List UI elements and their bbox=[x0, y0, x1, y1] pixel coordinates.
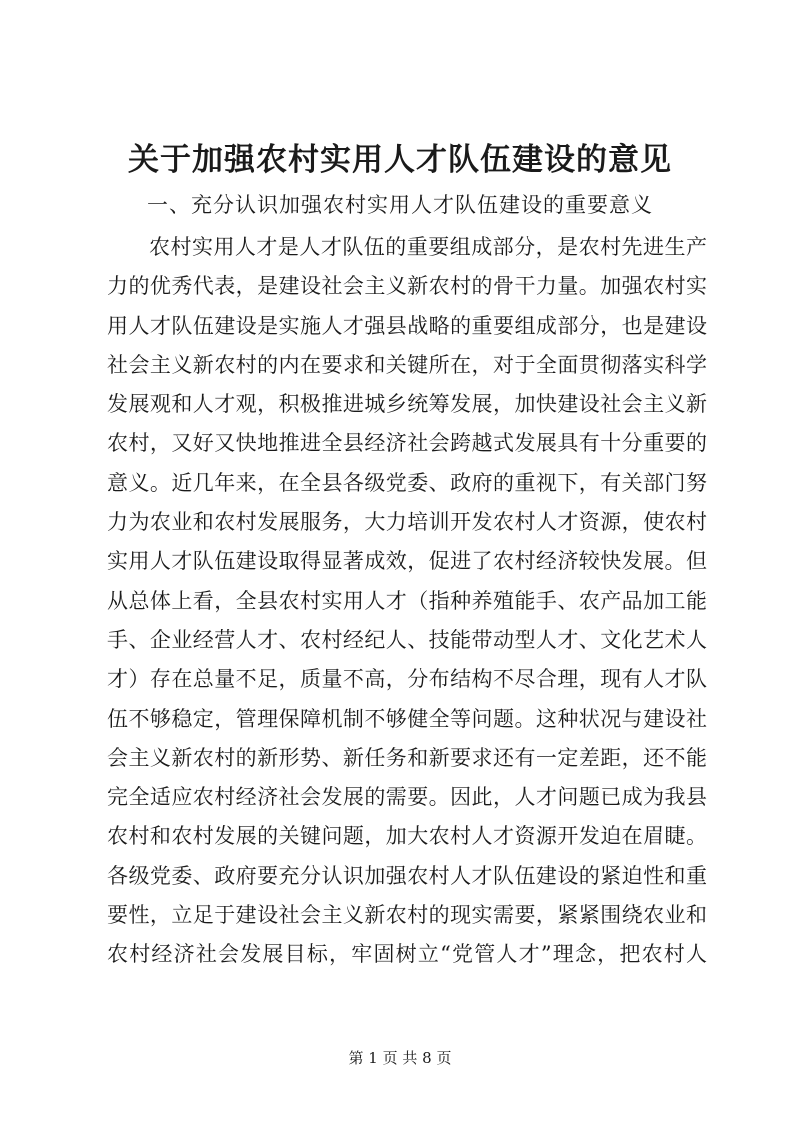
paragraph-line: 社会主义新农村的内在要求和关键所在，对于全面贯彻落实科学 bbox=[107, 352, 707, 377]
paragraph-line: 农村和农村发展的关键问题，加大农村人才资源开发迫在眉睫。 bbox=[107, 824, 707, 849]
paragraph-line: 力的优秀代表，是建设社会主义新农村的骨干力量。加强农村实 bbox=[107, 274, 707, 299]
body-paragraph bbox=[107, 228, 707, 975]
paragraph-line: 手、企业经营人才、农村经纪人、技能带动型人才、文化艺术人 bbox=[107, 627, 707, 652]
paragraph-line: 实用人才队伍建设取得显著成效，促进了农村经济较快发展。但 bbox=[107, 549, 707, 574]
paragraph-line: 农村经济社会发展目标，牢固树立“党管人才”理念，把农村人 bbox=[107, 942, 707, 967]
paragraph-line: 农村，又好又快地推进全县经济社会跨越式发展具有十分重要的 bbox=[107, 431, 707, 456]
paragraph-line: 农村实用人才是人才队伍的重要组成部分，是农村先进生产 bbox=[149, 235, 707, 259]
paragraph-line: 意义。近几年来，在全县各级党委、政府的重视下，有关部门努 bbox=[107, 470, 707, 495]
paragraph-line: 各级党委、政府要充分认识加强农村人才队伍建设的紧迫性和重 bbox=[107, 863, 707, 888]
section-heading: 一、充分认识加强农村实用人才队伍建设的重要意义 bbox=[147, 193, 653, 217]
paragraph-line: 要性，立足于建设社会主义新农村的现实需要，紧紧围绕农业和 bbox=[107, 903, 707, 928]
paragraph-line: 从总体上看，全县农村实用人才（指种养殖能手、农产品加工能 bbox=[107, 588, 707, 613]
document-title: 关于加强农村实用人才队伍建设的意见 bbox=[128, 142, 672, 178]
paragraph-line: 会主义新农村的新形势、新任务和新要求还有一定差距，还不能 bbox=[107, 745, 707, 770]
paragraph-line: 力为农业和农村发展服务，大力培训开发农村人才资源，使农村 bbox=[107, 510, 707, 535]
page-footer: 第 1 页 共 8 页 bbox=[348, 1049, 452, 1067]
paragraph-line: 伍不够稳定，管理保障机制不够健全等问题。这种状况与建设社 bbox=[107, 706, 707, 731]
paragraph-line: 发展观和人才观，积极推进城乡统筹发展，加快建设社会主义新 bbox=[107, 392, 707, 417]
paragraph-line: 用人才队伍建设是实施人才强县战略的重要组成部分，也是建设 bbox=[107, 313, 707, 338]
paragraph-line: 才）存在总量不足，质量不高，分布结构不尽合理，现有人才队 bbox=[107, 667, 707, 692]
paragraph-line: 完全适应农村经济社会发展的需要。因此，人才问题已成为我县 bbox=[107, 785, 707, 810]
